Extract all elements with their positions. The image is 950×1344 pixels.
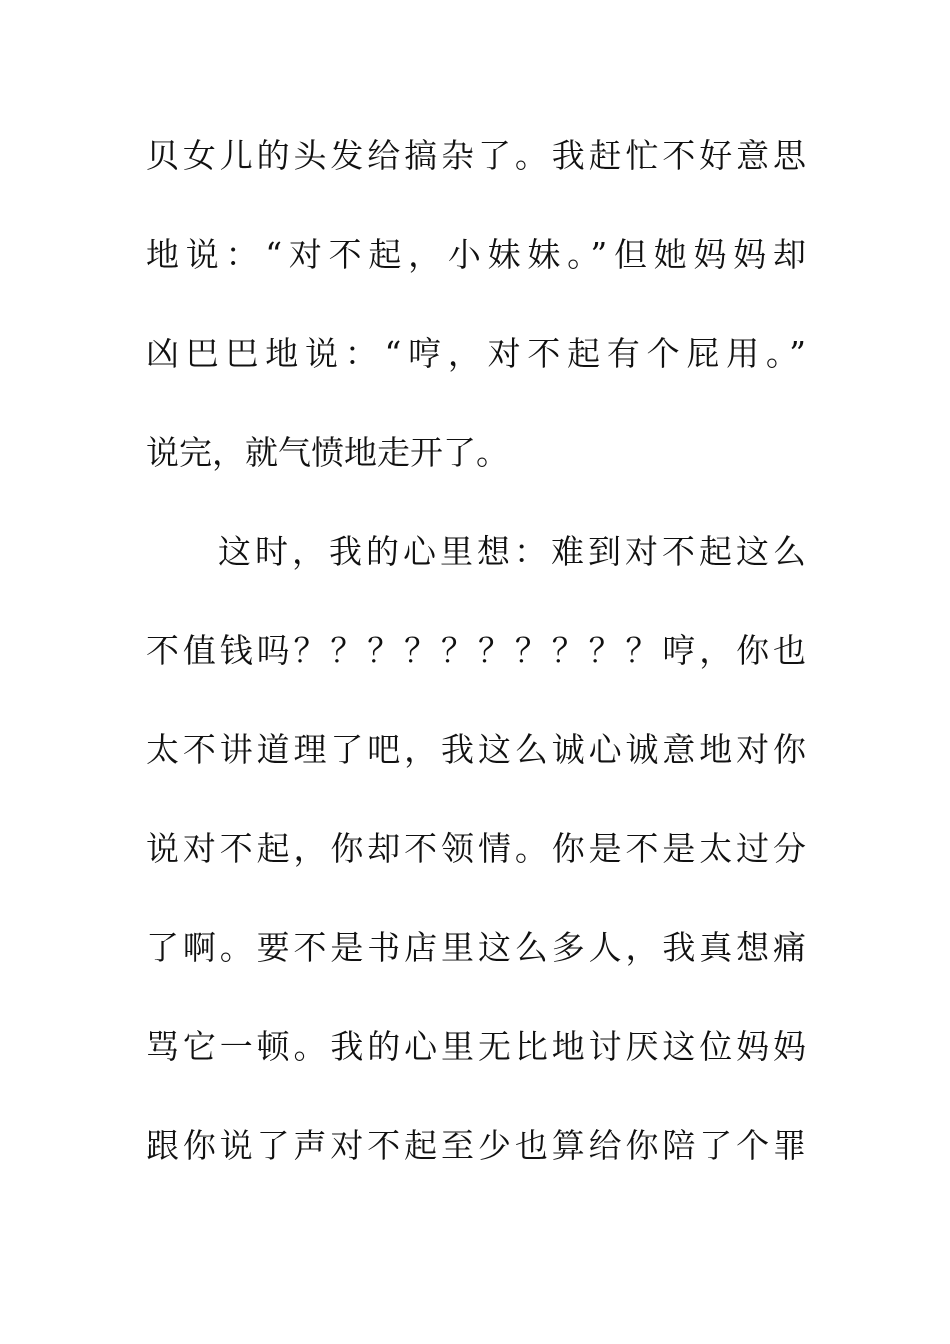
- text-line-6: 不值钱吗？？？？？？？？？？哼，你也: [146, 631, 806, 670]
- text-line-5: 这时，我的心里想：难到对不起这么: [218, 532, 806, 571]
- text-line-2: 地说：“对不起，小妹妹。”但她妈妈却: [146, 235, 806, 274]
- body-text: [146, 124, 806, 1213]
- text-line-8: 说对不起，你却不领情。你是不是太过分: [146, 829, 806, 868]
- text-line-7: 太不讲道理了吧，我这么诚心诚意地对你: [146, 730, 806, 769]
- text-line-1: 贝女儿的头发给搞杂了。我赶忙不好意思: [146, 136, 806, 175]
- text-line-10: 骂它一顿。我的心里无比地讨厌这位妈妈: [146, 1027, 806, 1066]
- text-line-3: 凶巴巴地说：“哼，对不起有个屁用。”: [146, 334, 806, 373]
- text-line-11: 跟你说了声对不起至少也算给你陪了个罪: [146, 1126, 806, 1165]
- text-line-9: 了啊。要不是书店里这么多人，我真想痛: [146, 928, 806, 967]
- text-line-4: 说完，就气愤地走开了。: [146, 433, 509, 472]
